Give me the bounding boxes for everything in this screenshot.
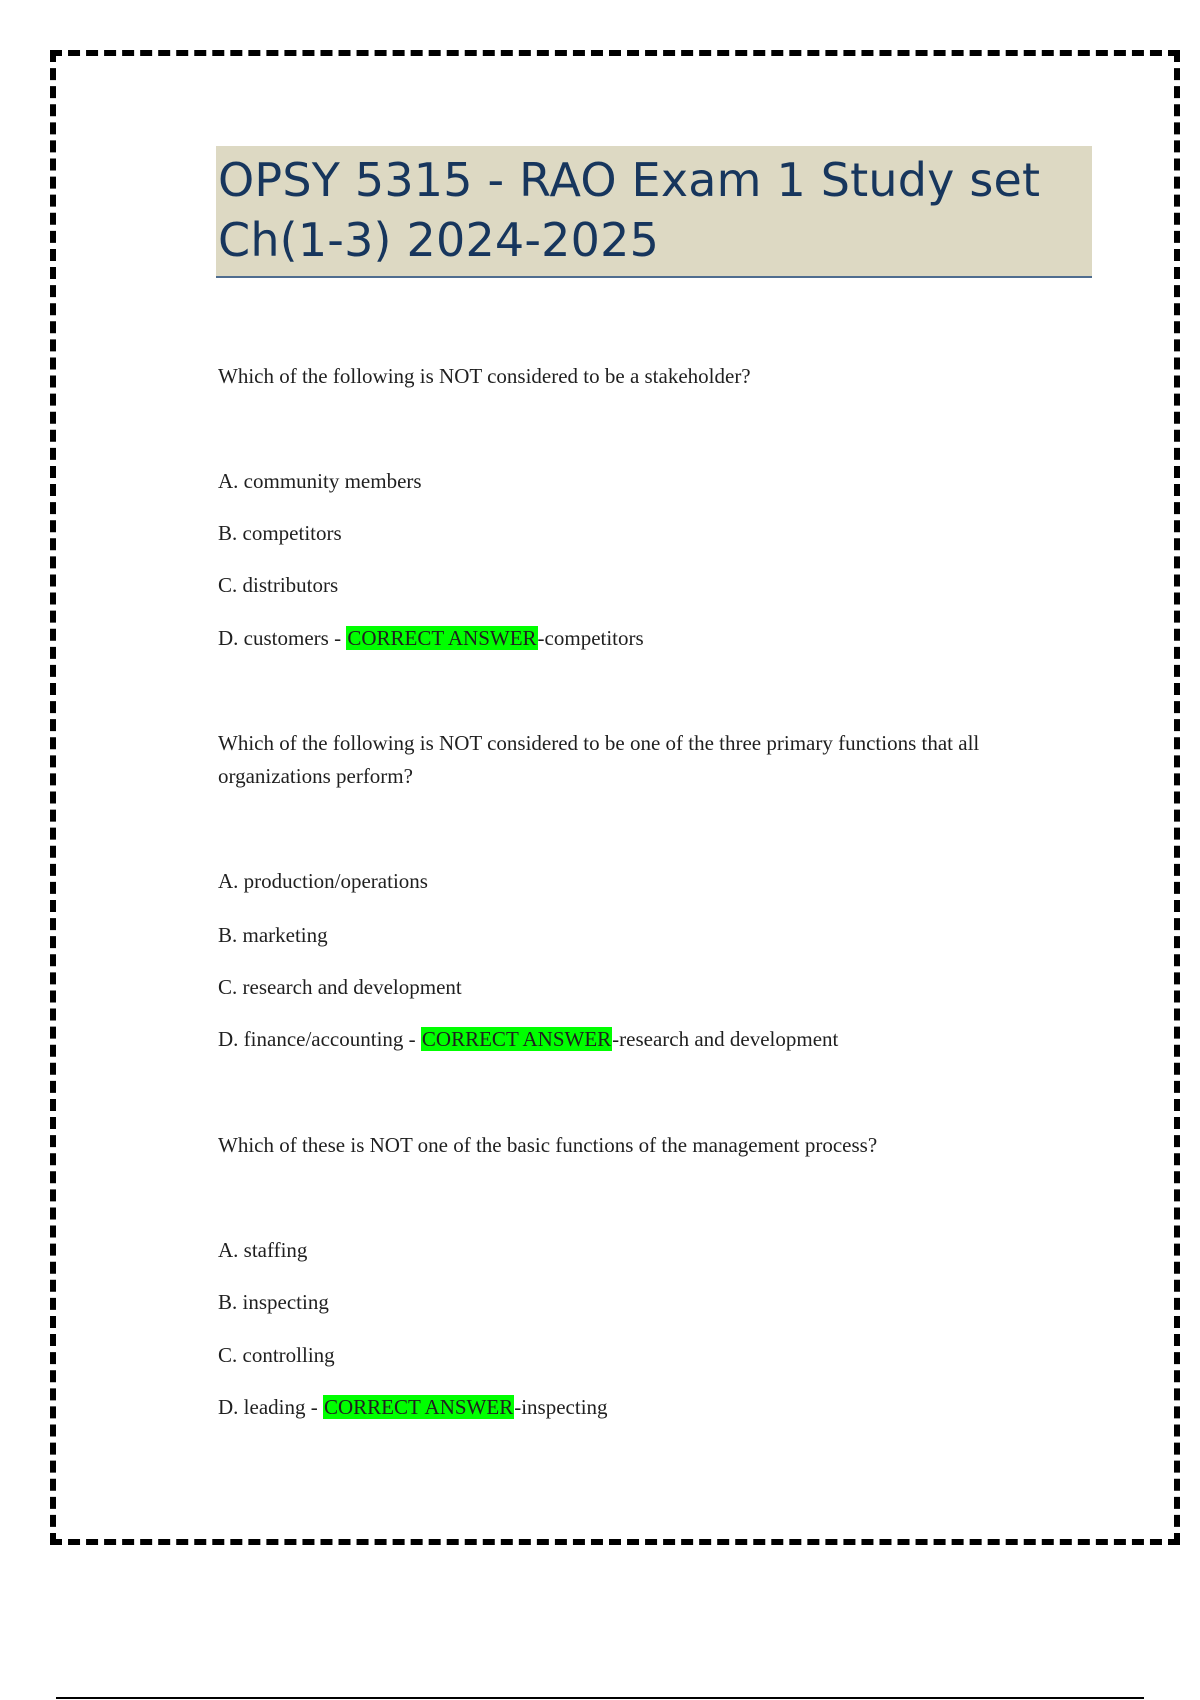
question-2-correct-answer-label: CORRECT ANSWER bbox=[421, 1027, 612, 1051]
question-1-correct-answer-text: -competitors bbox=[537, 626, 644, 650]
question-3-option-c: C. controlling bbox=[218, 1343, 335, 1367]
question-3-option-d-label: D. leading - bbox=[218, 1395, 323, 1419]
footer-rule bbox=[56, 1697, 1144, 1699]
question-2-option-d-label: D. finance/accounting - bbox=[218, 1027, 421, 1051]
question-3-option-d bbox=[218, 1392, 608, 1422]
question-3-text: Which of these is NOT one of the basic functions of the management process? bbox=[218, 1133, 878, 1157]
question-1-option-b: B. competitors bbox=[218, 521, 342, 545]
title-banner bbox=[216, 146, 1092, 278]
question-1-option-d-label: D. customers - bbox=[218, 626, 347, 650]
question-2-option-d bbox=[218, 1024, 838, 1054]
question-2-option-b: B. marketing bbox=[218, 923, 328, 947]
question-3-correct-answer-label: CORRECT ANSWER bbox=[323, 1395, 514, 1419]
question-2-correct-answer-text: -research and development bbox=[612, 1027, 839, 1051]
question-2-option-c: C. research and development bbox=[218, 975, 462, 999]
document-title: OPSY 5315 - RAO Exam 1 Study set Ch(1-3) 2024-2025 bbox=[218, 153, 1041, 267]
question-1-correct-answer-label: CORRECT ANSWER bbox=[347, 626, 537, 650]
question-3-correct-answer-text: -inspecting bbox=[514, 1395, 608, 1419]
question-1-option-d bbox=[218, 623, 644, 653]
question-2-text: Which of the following is NOT considered to be one of the three primary functions that all organizations perform? bbox=[218, 731, 980, 788]
question-3-option-b: B. inspecting bbox=[218, 1290, 329, 1314]
question-1-text: Which of the following is NOT considered to be a stakeholder? bbox=[218, 364, 751, 388]
question-2-option-a: A. production/operations bbox=[218, 869, 428, 893]
question-1-option-a: A. community members bbox=[218, 469, 422, 493]
question-3-option-a: A. staffing bbox=[218, 1238, 308, 1262]
question-1-option-c: C. distributors bbox=[218, 573, 339, 597]
